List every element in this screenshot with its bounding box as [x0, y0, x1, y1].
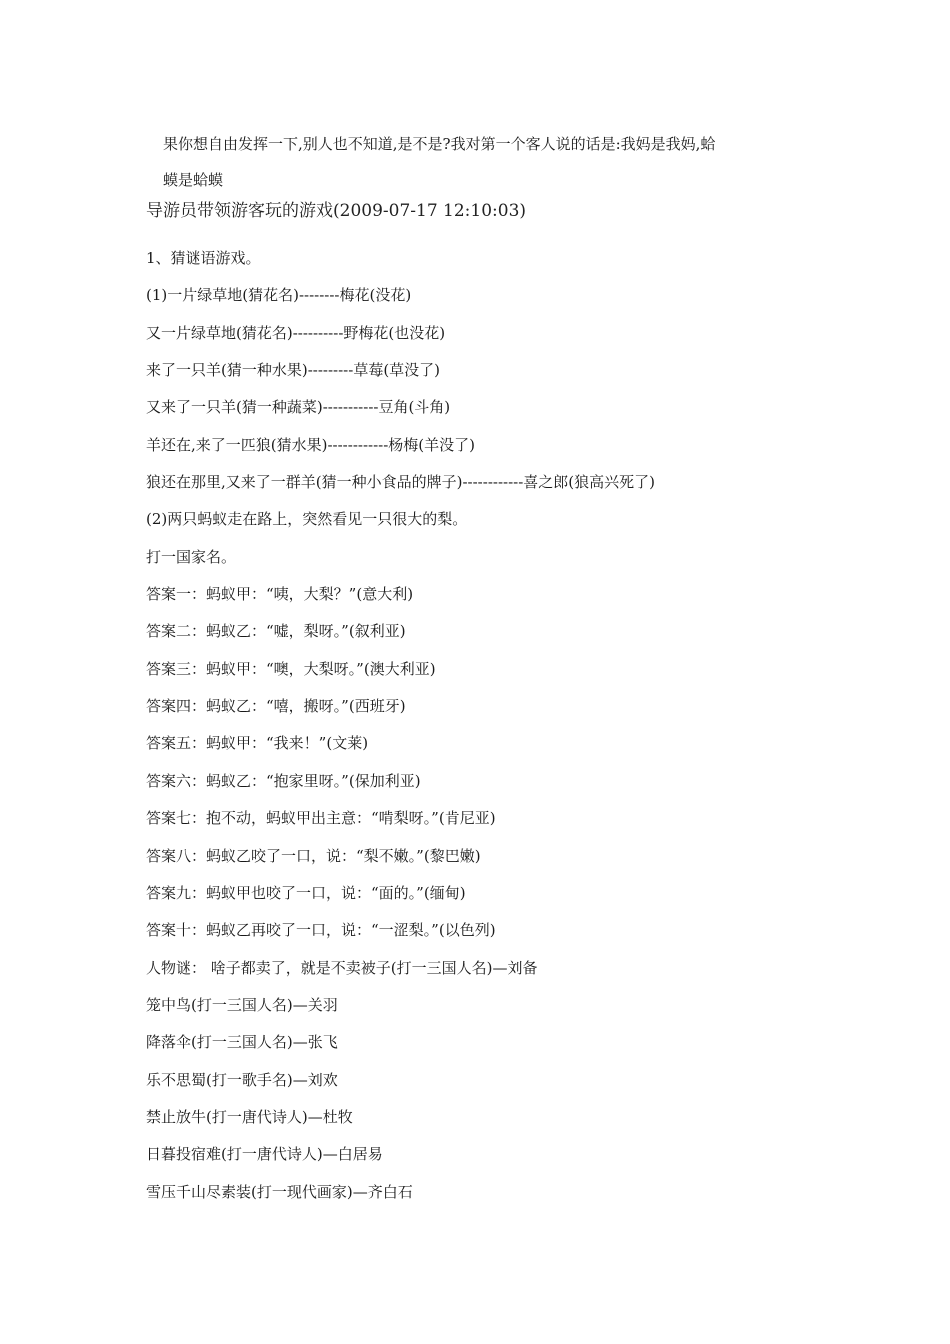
- body-line: 日暮投宿难(打一唐代诗人)—白居易: [146, 1145, 383, 1164]
- body-line: 人物谜： 啥子都卖了，就是不卖被子(打一三国人名)—刘备: [146, 958, 538, 977]
- body-line: 1、猜谜语游戏。: [146, 249, 261, 267]
- intro-line: 蟆是蛤蟆: [163, 171, 224, 189]
- intro-line: 果你想自由发挥一下,别人也不知道,是不是?我对第一个客人说的话是:我妈是我妈,蛤: [163, 135, 716, 153]
- body-line: 答案四：蚂蚁乙：“嘻，搬呀。”(西班牙): [146, 697, 406, 716]
- body-line: 答案十：蚂蚁乙再咬了一口，说：“一涩梨。”(以色列): [146, 921, 496, 940]
- body-line: (1)一片绿草地(猜花名)--------梅花(没花): [146, 286, 412, 305]
- body-line: 答案八：蚂蚁乙咬了一口，说：“梨不嫩。”(黎巴嫩): [146, 846, 481, 865]
- article-title: 导游员带领游客玩的游戏(2009-07-17 12:10:03): [146, 201, 527, 221]
- article-body: [146, 246, 906, 1217]
- body-line: 笼中鸟(打一三国人名)—关羽: [146, 995, 338, 1014]
- body-line: 来了一只羊(猜一种水果)---------草莓(草没了): [146, 361, 441, 380]
- body-line: 打一国家名。: [146, 547, 237, 566]
- body-line: (2)两只蚂蚁走在路上，突然看见一只很大的梨。: [146, 510, 468, 529]
- body-line: 又一片绿草地(猜花名)----------野梅花(也没花): [146, 323, 446, 342]
- body-line: 答案六：蚂蚁乙：“抱家里呀。”(保加利亚): [146, 771, 421, 790]
- body-line: 羊还在,来了一匹狼(猜水果)------------杨梅(羊没了): [146, 435, 475, 454]
- body-line: 狼还在那里,又来了一群羊(猜一种小食品的牌子)------------喜之郎(狼高兴死了): [146, 473, 655, 492]
- intro-paragraph: [163, 126, 803, 198]
- body-line: 答案七：抱不动，蚂蚁甲出主意：“啃梨呀。”(肯尼亚): [146, 809, 496, 828]
- body-line: 降落伞(打一三国人名)—张飞: [146, 1033, 338, 1052]
- body-line: 雪压千山尽素装(打一现代画家)—齐白石: [146, 1182, 413, 1201]
- body-line: 答案一：蚂蚁甲：“咦，大梨？”(意大利): [146, 585, 414, 604]
- body-line: 答案三：蚂蚁甲：“噢，大梨呀。”(澳大利亚): [146, 659, 436, 678]
- body-line: 答案五：蚂蚁甲：“我来！”(文莱): [146, 734, 369, 753]
- body-line: 乐不思蜀(打一歌手名)—刘欢: [146, 1070, 338, 1089]
- body-line: 禁止放牛(打一唐代诗人)—杜牧: [146, 1107, 353, 1126]
- body-line: 答案二：蚂蚁乙：“嘘，梨呀。”(叙利亚): [146, 622, 406, 641]
- body-line: 答案九：蚂蚁甲也咬了一口，说：“面的。”(缅甸): [146, 883, 466, 902]
- body-line: 又来了一只羊(猜一种蔬菜)-----------豆角(斗角): [146, 398, 451, 417]
